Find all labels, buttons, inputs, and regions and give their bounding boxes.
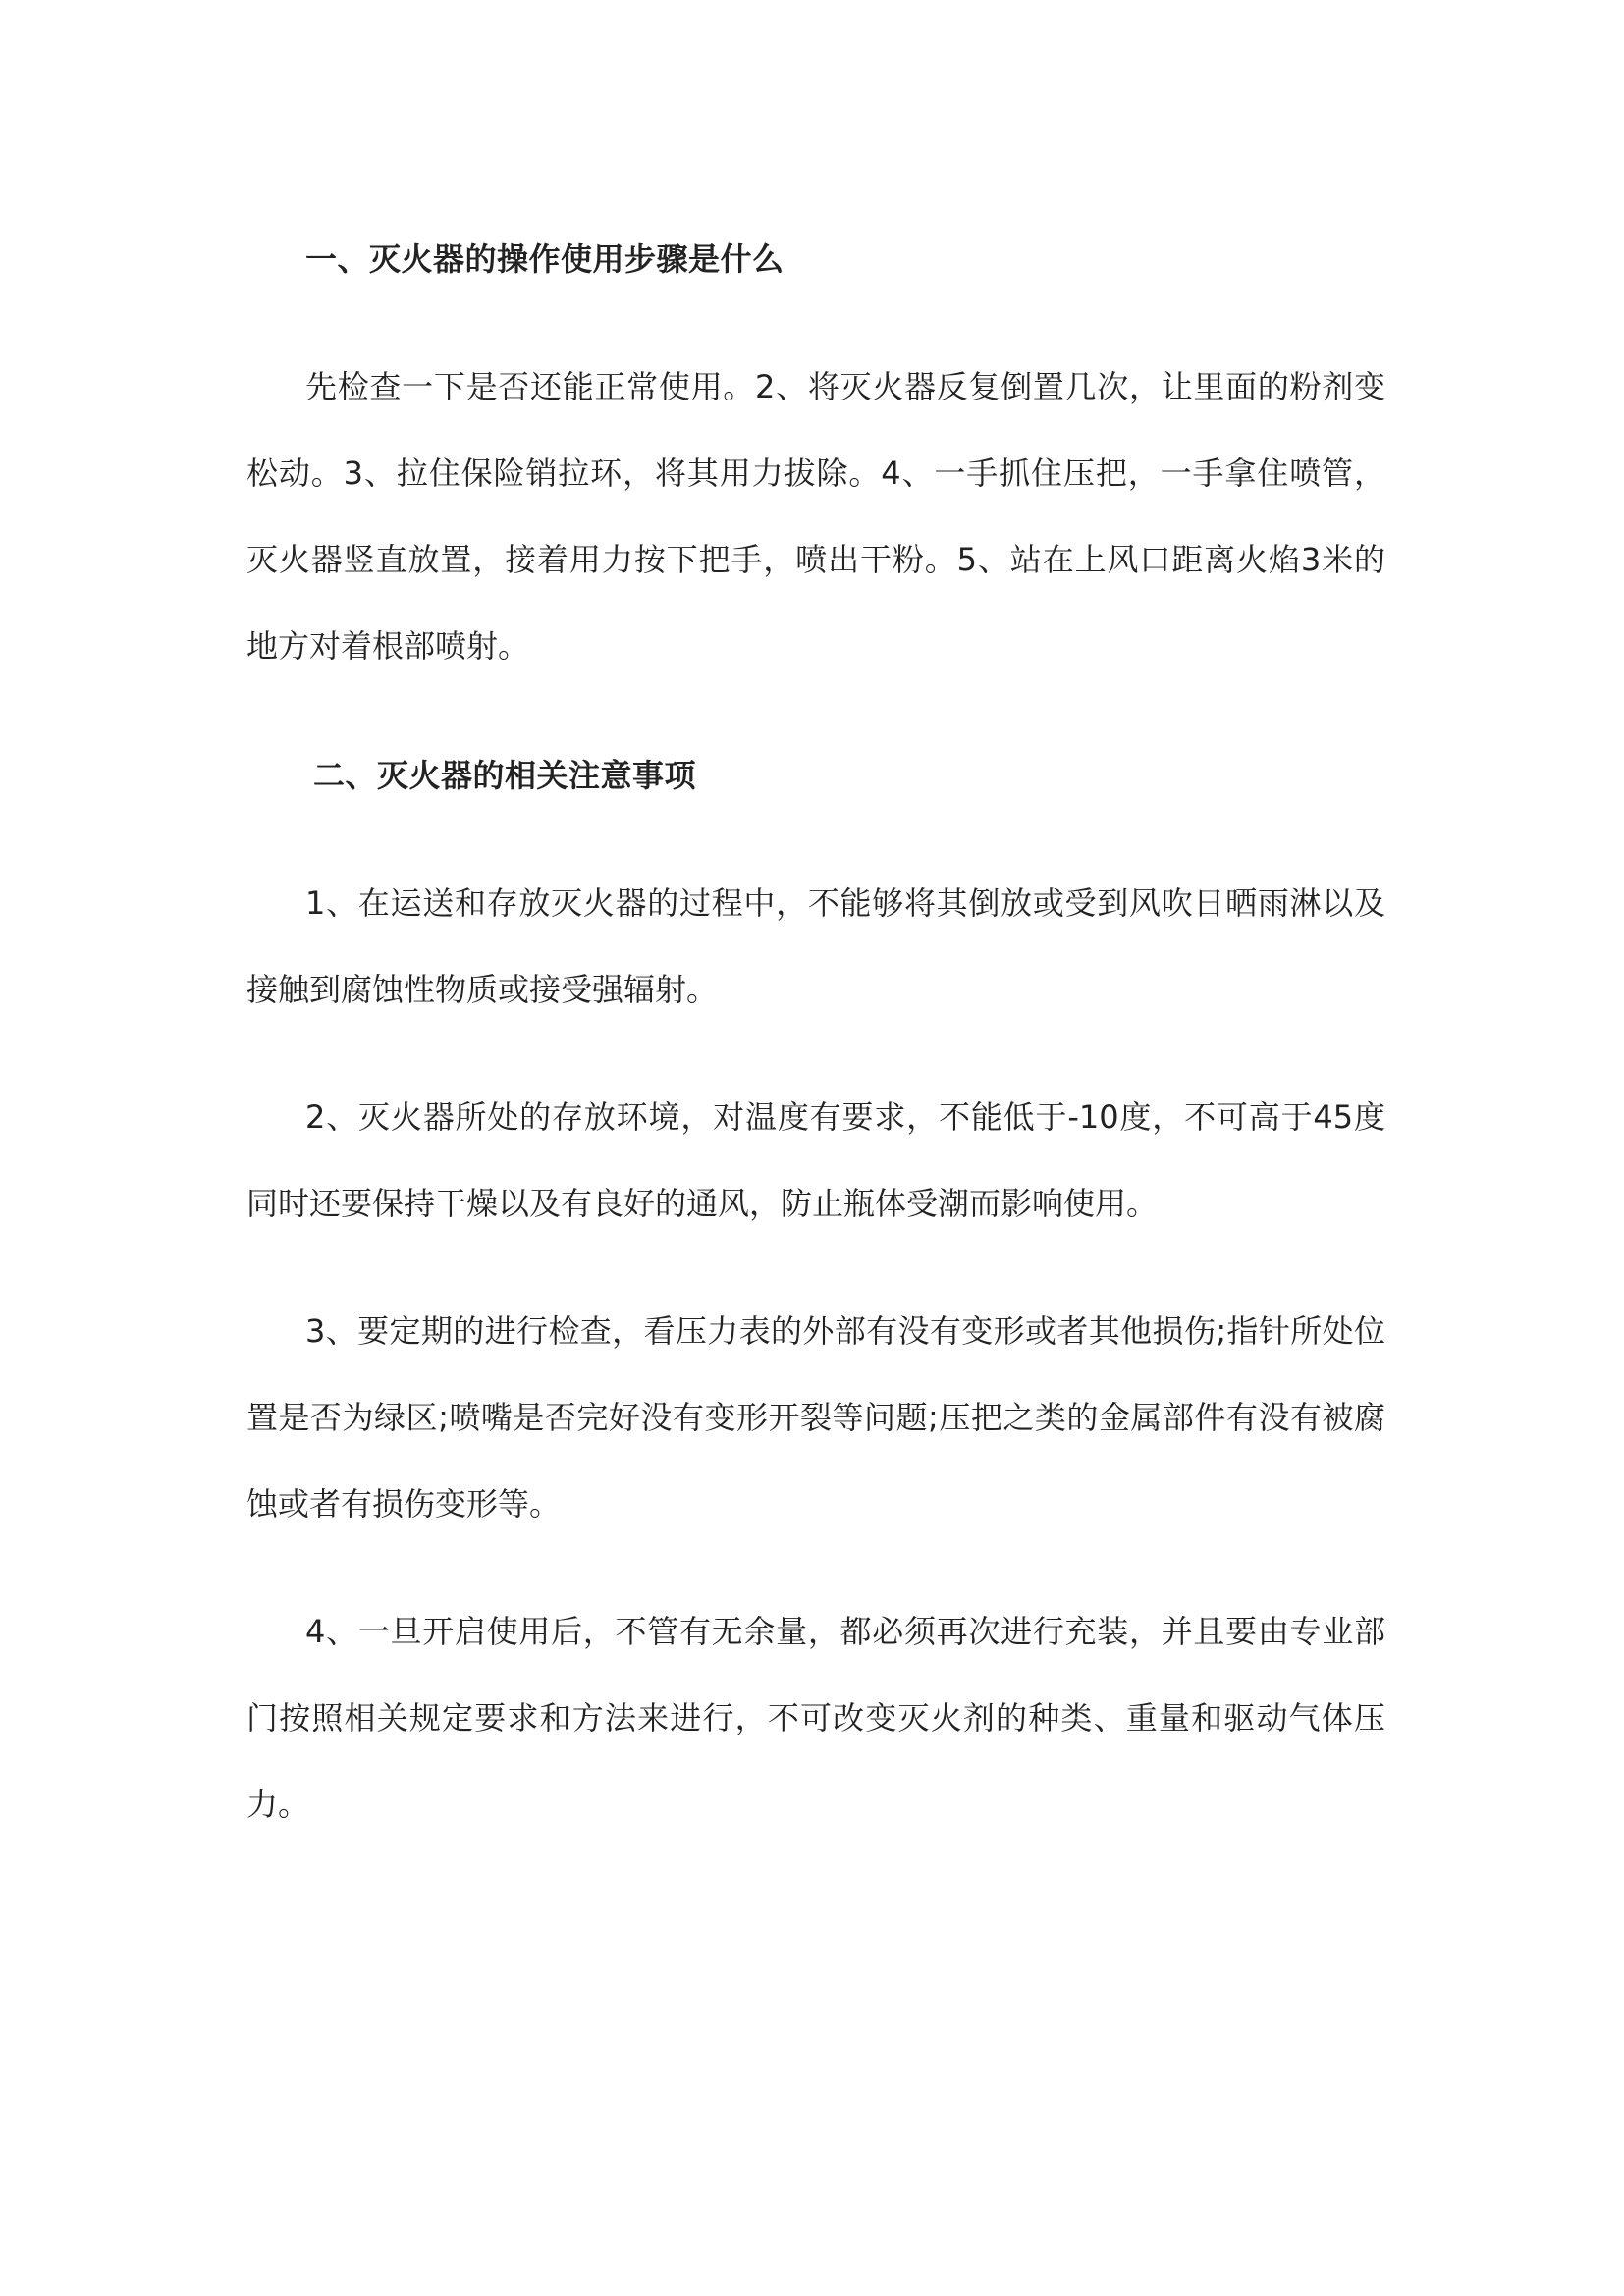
document-body: [246, 216, 1385, 1847]
precaution-item-1: 1、在运送和存放灭火器的过程中，不能够将其倒放或受到风吹日晒雨淋以及接触到腐蚀性物质或接受强辐射。: [246, 884, 1385, 1008]
precaution-item-2: 2、灭火器所处的存放环境，对温度有要求，不能低于-10度，不可高于45度同时还要保持干燥以及有良好的通风，防止瓶体受潮而影响使用。: [246, 1098, 1385, 1222]
precaution-item-3: 3、要定期的进行检查，看压力表的外部有没有变形或者其他损伤;指针所处位置是否为绿区;喷嘴是否完好没有变形开裂等问题;压把之类的金属部件有没有被腐蚀或者有损伤变形等。: [246, 1312, 1385, 1522]
section-heading-operation-steps: 一、灭火器的操作使用步骤是什么: [305, 240, 785, 278]
precaution-item-4: 4、一旦开启使用后，不管有无余量，都必须再次进行充装，并且要由专业部门按照相关规定要求和方法来进行，不可改变灭火剂的种类、重量和驱动气体压力。: [246, 1613, 1385, 1823]
section-heading-precautions: 二、灭火器的相关注意事项: [313, 757, 697, 794]
paragraph-operation-steps: 先检查一下是否还能正常使用。2、将灭火器反复倒置几次，让里面的粉剂变松动。3、拉住保险销拉环，将其用力拔除。4、一手抓住压把，一手拿住喷管，灭火器竖直放置，接着用力按下把手，喷出干粉。5、站在上风口距离火焰3米的地方对着根部喷射。: [246, 368, 1385, 665]
